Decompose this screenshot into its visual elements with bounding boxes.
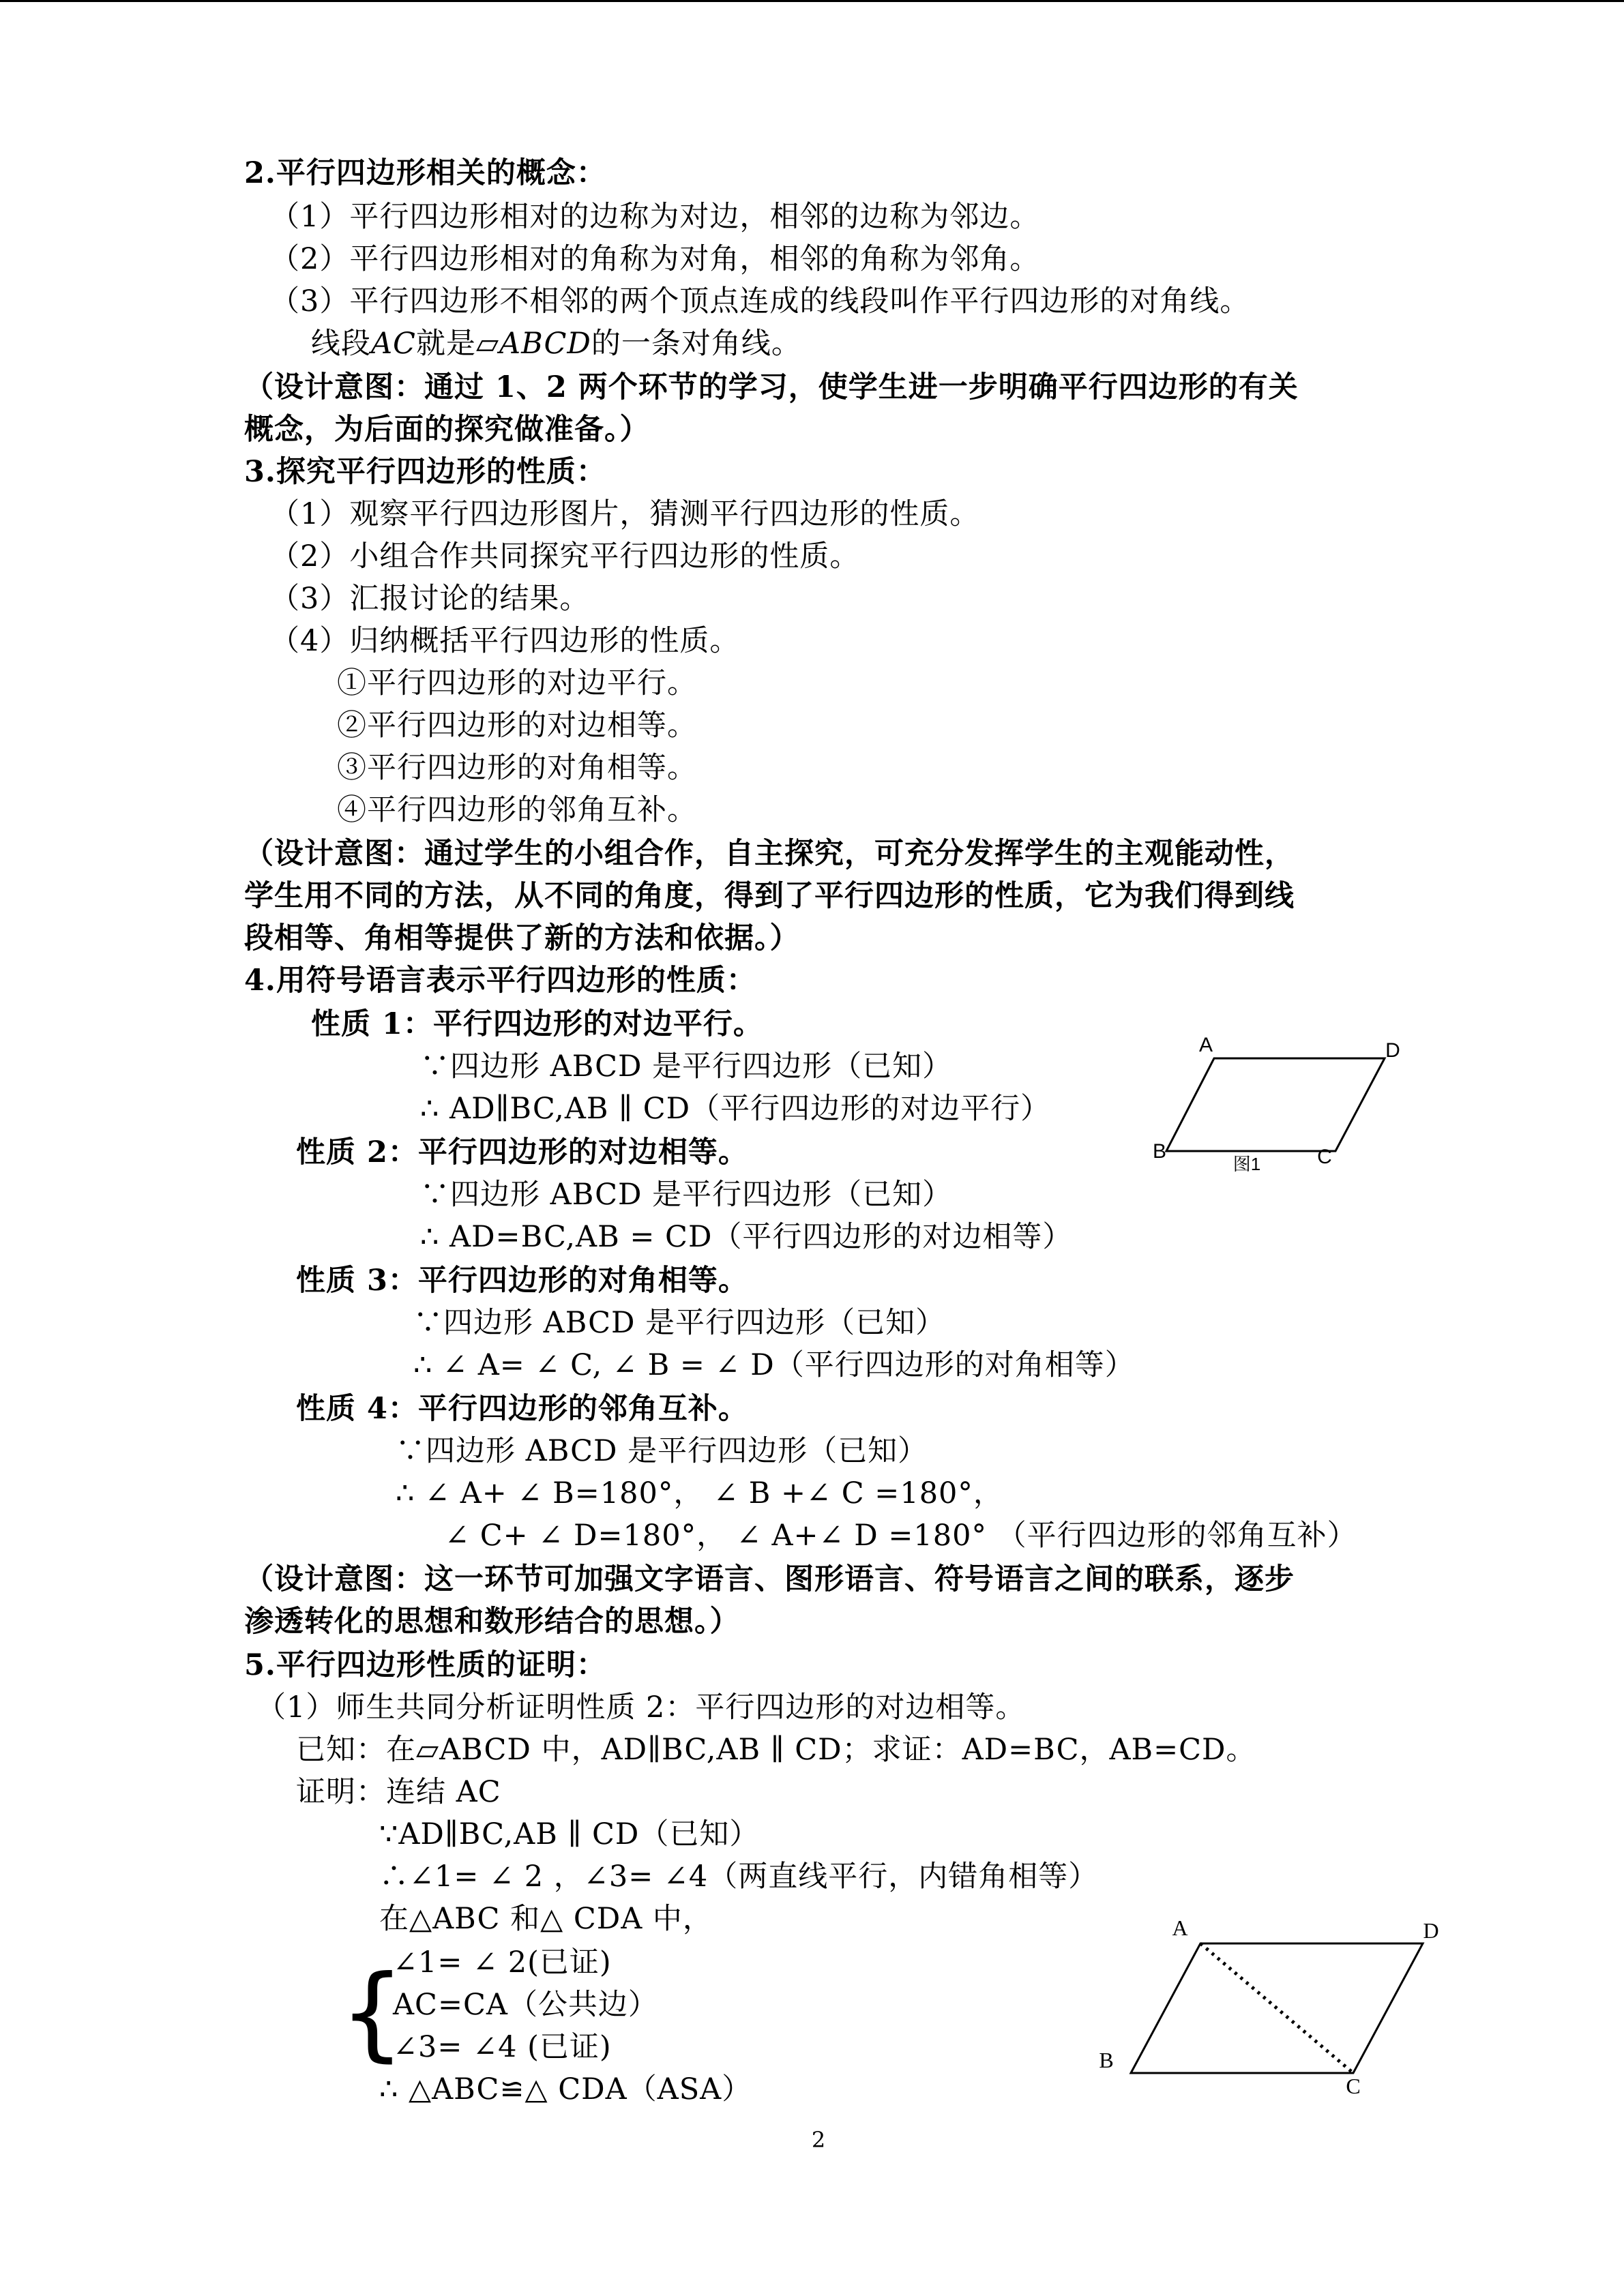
property-item-2: ②平行四边形的对边相等。	[337, 709, 697, 743]
explore-step-4: （4）归纳概括平行四边形的性质。	[270, 624, 740, 658]
concept-2: （2）平行四边形相对的角称为对角，相邻的角称为邻角。	[270, 242, 1040, 276]
property-1-conclusion: ∴ AD∥BC,AB ∥ CD（平行四边形的对边平行）	[420, 1092, 1051, 1126]
vertex-label-c: C	[1317, 1146, 1332, 1168]
section-4-title: 4.用符号语言表示平行四边形的性质：	[244, 964, 756, 998]
property-2-given: ∵四边形 ABCD 是平行四边形（已知）	[420, 1178, 953, 1212]
figure-1-caption: 图1	[1232, 1154, 1261, 1173]
property-4-conclusion-1: ∴ ∠ A+ ∠ B=180°， ∠ B +∠ C =180°，	[396, 1476, 1003, 1510]
property-4-conclusion-2: ∠ C+ ∠ D=180°， ∠ A+∠ D =180° （平行四边形的邻角互补）	[445, 1519, 1357, 1553]
design-intent-1-line-1: （设计意图：通过 1、2 两个环节的学习，使学生进一步明确平行四边形的有关	[244, 370, 1299, 404]
explore-step-3: （3）汇报讨论的结果。	[270, 582, 590, 616]
proof-step-2: ∴∠1= ∠ 2 ，∠3= ∠4（两直线平行，内错角相等）	[379, 1860, 1099, 1894]
vertex-label-a: A	[1198, 1037, 1213, 1056]
property-3-given: ∵四边形 ABCD 是平行四边形（已知）	[413, 1306, 946, 1340]
proof-condition-2: AC=CA（公共边）	[393, 1988, 658, 2022]
design-intent-1-line-2: 概念，为后面的探究做准备。）	[244, 413, 650, 447]
property-3-heading: 性质 3：平行四边形的对角相等。	[296, 1264, 748, 1298]
section-2-title: 2.平行四边形相关的概念：	[244, 156, 606, 190]
proof-condition-1: ∠1= ∠ 2(已证)	[393, 1945, 612, 1980]
proof-step-1: ∵AD∥BC,AB ∥ CD（已知）	[379, 1817, 760, 1851]
property-1-given: ∵四边形 ABCD 是平行四边形（已知）	[420, 1049, 953, 1084]
explore-step-1: （1）观察平行四边形图片，猜测平行四边形的性质。	[270, 497, 980, 531]
diagonal-ac	[1200, 1943, 1353, 2073]
property-1-heading: 性质 1：平行四边形的对边平行。	[311, 1007, 763, 1041]
design-intent-2-line-1: （设计意图：通过学生的小组合作，自主探究，可充分发挥学生的主观能动性，	[244, 837, 1295, 871]
design-intent-3-line-1: （设计意图：这一环节可加强文字语言、图形语言、符号语言之间的联系，逐步	[244, 1562, 1295, 1596]
diagonal-sentence-part: 的一条对角线。	[591, 327, 801, 361]
concept-1: （1）平行四边形相对的边称为对边，相邻的边称为邻边。	[270, 200, 1040, 234]
explore-step-2: （2）小组合作共同探究平行四边形的性质。	[270, 539, 860, 573]
given-statement: 已知：在▱ABCD 中，AD∥BC,AB ∥ CD；求证：AD=BC，AB=CD。	[296, 1733, 1256, 1767]
design-intent-2-line-2: 学生用不同的方法，从不同的角度，得到了平行四边形的性质，它为我们得到线	[244, 879, 1295, 913]
property-item-3: ③平行四边形的对角相等。	[337, 751, 697, 785]
design-intent-3-line-2: 渗透转化的思想和数形结合的思想。）	[244, 1605, 740, 1639]
property-3-conclusion: ∴ ∠ A= ∠ C, ∠ B = ∠ D（平行四边形的对角相等）	[413, 1348, 1135, 1382]
figure-1-parallelogram	[1146, 1037, 1419, 1173]
curly-brace: {	[340, 1954, 405, 2072]
page-number: 2	[811, 2127, 826, 2153]
diagonal-sentence-part: 线段	[311, 327, 371, 361]
design-intent-2-line-3: 段相等、角相等提供了新的方法和依据。）	[244, 921, 800, 955]
parallelogram-shape	[1166, 1058, 1385, 1151]
parallelogram-abcd: ▱ABCD	[475, 327, 591, 361]
vertex-label-b: B	[1152, 1140, 1167, 1163]
vertex-label-d: D	[1423, 1918, 1439, 1943]
figure-2-parallelogram-with-diagonal	[1091, 1909, 1460, 2107]
property-item-1: ①平行四边形的对边平行。	[337, 666, 697, 700]
vertex-label-d: D	[1385, 1039, 1400, 1062]
vertex-label-b: B	[1099, 2048, 1114, 2072]
diagonal-sentence-part: 就是	[415, 327, 476, 361]
property-2-conclusion: ∴ AD=BC,AB = CD（平行四边形的对边相等）	[420, 1220, 1073, 1254]
concept-3: （3）平行四边形不相邻的两个顶点连成的线段叫作平行四边形的对角线。	[270, 284, 1250, 318]
property-4-given: ∵四边形 ABCD 是平行四边形（已知）	[396, 1434, 928, 1468]
vertex-label-c: C	[1346, 2074, 1361, 2098]
proof-conclusion: ∴ △ABC≌△ CDA（ASA）	[379, 2072, 752, 2106]
diagonal-sentence	[311, 325, 801, 363]
property-2-heading: 性质 2：平行四边形的对边相等。	[296, 1135, 748, 1169]
vertex-label-a: A	[1172, 1915, 1188, 1940]
top-border-line	[0, 0, 1624, 2]
segment-ac: AC	[371, 327, 416, 361]
section-5-title: 5.平行四边形性质的证明：	[244, 1648, 606, 1682]
proof-condition-3: ∠3= ∠4 (已证)	[393, 2030, 612, 2064]
proof-start: 证明：连结 AC	[296, 1775, 501, 1809]
property-4-heading: 性质 4：平行四边形的邻角互补。	[296, 1392, 748, 1426]
proof-task: （1）师生共同分析证明性质 2：平行四边形的对边相等。	[256, 1690, 1026, 1725]
section-3-title: 3.探究平行四边形的性质：	[244, 455, 606, 489]
proof-step-3: 在△ABC 和△ CDA 中，	[379, 1902, 713, 1936]
property-item-4: ④平行四边形的邻角互补。	[337, 793, 697, 827]
